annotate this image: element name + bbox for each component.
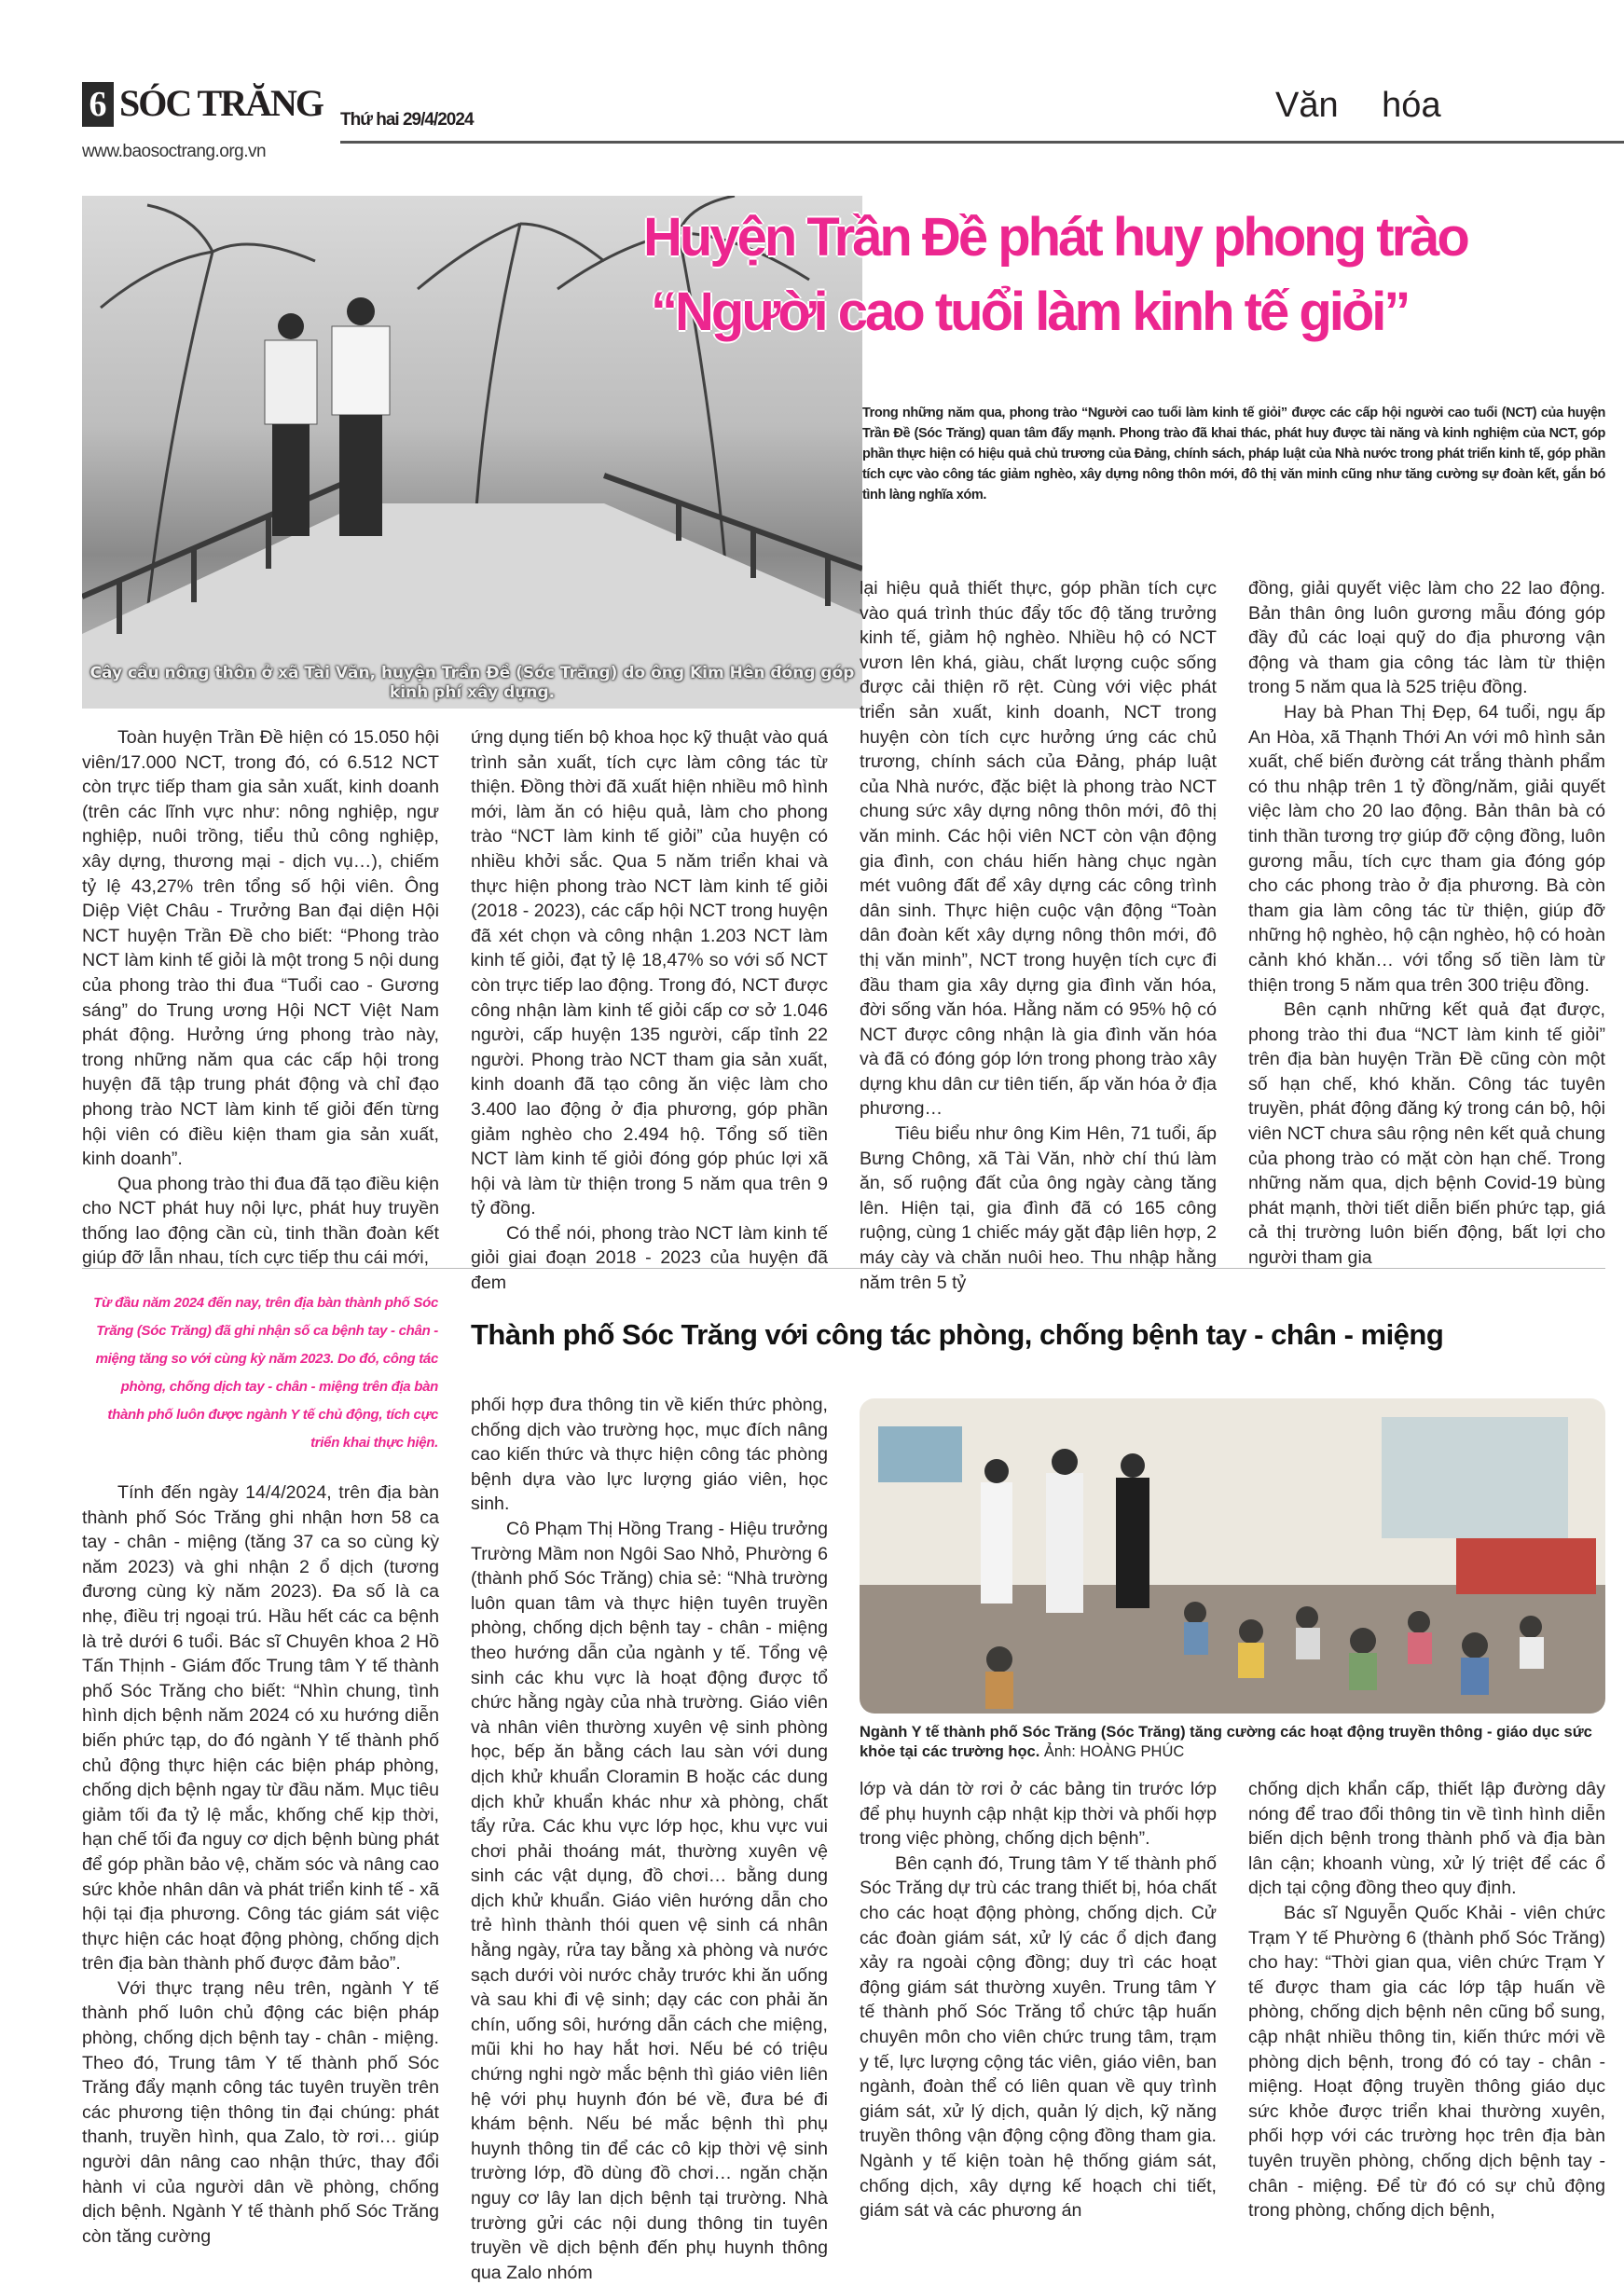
- classroom-photo-illustration: [860, 1398, 1605, 1714]
- article1-headline: [643, 200, 1613, 350]
- article1-column-4: [1248, 576, 1605, 1271]
- paragraph: Tiêu biểu như ông Kim Hên, 71 tuổi, ấp Bưng Chông, xã Tài Văn, nhờ chí thú làm ăn, số ruộng đất của ông ngày càng tăng lên. Hiện tại, gia đình đã có 165 công ruộng, cùng 1 chiếc máy gặt đập liên hợp, 2 máy cày và chăn nuôi heo. Thu nhập hằng năm trên 5 tỷ: [860, 1123, 1217, 1293]
- article2-column-1: [82, 1480, 439, 2249]
- paragraph: đồng, giải quyết việc làm cho 22 lao động. Bản thân ông luôn gương mẫu đóng góp đầy đủ các loại quỹ do địa phương vận động và tham gia công tác làm từ thiện trong 5 năm qua là 525 triệu đồng.: [1248, 578, 1605, 698]
- section-title: Văn hóa: [1275, 86, 1441, 125]
- article1-sapo: Trong những năm qua, phong trào “Người cao tuổi làm kinh tế giỏi” được các cấp hội người cao tuổi (NCT) của huyện Trần Đề (Sóc Trăng) quan tâm đẩy mạnh. Phong trào đã khai thác, phát huy được tài năng và kinh nghiệm của NCT, góp phần thực hiện có hiệu quả chủ trương của Đảng, chính sách, pháp luật của Nhà nước trong phát triển kinh tế, góp phần tích cực vào công tác giảm nghèo, xây dựng nông thôn mới, đô thị văn minh cũng như tăng cường sự đoàn kết, gắn bó tình làng nghĩa xóm.: [862, 406, 1605, 502]
- article2-column-4: [1248, 1777, 1605, 2223]
- issue-date: Thứ hai 29/4/2024: [340, 110, 474, 130]
- bridge-photo-caption: Cây cầu nông thôn ở xã Tài Văn, huyện Trần Đề (Sóc Trăng) do ông Kim Hên đóng góp kinh phí xây dựng.: [89, 664, 855, 702]
- paragraph: Với thực trạng nêu trên, ngành Y tế thành phố luôn chủ động các biện pháp phòng, chống dịch bệnh tay - chân - miệng. Theo đó, Trung tâm Y tế thành phố Sóc Trăng đẩy mạnh công tác tuyên truyền trên các phương tiện thông tin đại chúng: phát thanh, truyền hình, qua Zalo, tờ rơi… giúp người dân nâng cao nhận thức, thay đổi hành vi của người dân về phòng, chống dịch bệnh. Ngành Y tế thành phố Sóc Trăng còn tăng cường: [82, 1977, 439, 2247]
- article-divider: [82, 1268, 1605, 1269]
- article1-headline-line1: Huyện Trần Đề phát huy phong trào: [643, 207, 1467, 268]
- masthead-logo: SÓC TRĂNG: [119, 82, 323, 124]
- paragraph: phối hợp đưa thông tin về kiến thức phòng, chống dịch vào trường học, mục đích nâng cao kiến thức và thực hiện công tác phòng bệnh dựa vào lực lượng giáo viên, học sinh.: [471, 1395, 828, 1515]
- paragraph: Có thể nói, phong trào NCT làm kinh tế giỏi giai đoạn 2018 - 2023 của huyện đã đem: [471, 1222, 828, 1294]
- paragraph: lớp và dán tờ rơi ở các bảng tin trước lớp để phụ huynh cập nhật kịp thời và phối hợp trong việc phòng, chống dịch bệnh”.: [860, 1779, 1217, 1850]
- header-rule: [340, 141, 1624, 144]
- photo-credit: Ảnh: HOÀNG PHÚC: [1043, 1743, 1185, 1760]
- paragraph: ứng dụng tiến bộ khoa học kỹ thuật vào quá trình sản xuất, tích cực làm công tác từ thiện. Đồng thời đã xuất hiện nhiều mô hình mới, làm ăn có hiệu quả, làm cho phong trào “NCT làm kinh tế giỏi” của huyện có nhiều khởi sắc. Qua 5 năm triển khai và thực hiện phong trào NCT làm kinh tế giỏi (2018 - 2023), các cấp hội NCT trong huyện đã xét chọn và công nhận 1.203 NCT làm kinh tế giỏi, đạt tỷ lệ 18,47% so với số NCT còn trực tiếp lao động. Trong đó, NCT được công nhận làm kinh tế giỏi cấp cơ sở 1.046 người, cấp huyện 135 người, cấp tỉnh 22 người. Phong trào NCT tham gia sản xuất, kinh doanh đã tạo công ăn việc làm cho 3.400 lao động ở địa phương, góp phần giảm nghèo cho 2.494 hộ. Tổng số tiền NCT làm kinh tế giỏi đóng góp phúc lợi xã hội và làm từ thiện trong 5 năm qua trên 9 tỷ đồng.: [471, 727, 828, 1219]
- article1-column-1: [82, 725, 439, 1271]
- article1-column-2: [471, 725, 828, 1296]
- page-number: 6: [82, 82, 114, 127]
- paragraph: Bên cạnh những kết quả đạt được, phong trào thi đua “NCT làm kinh tế giỏi” trên địa bàn huyện Trần Đề cũng còn một số hạn chế, khó khăn. Công tác tuyên truyền, phát động đăng ký trong cán bộ, hội viên NCT chưa sâu rộng nên kết quả chung của phong trào có mặt còn hạn chế. Trong những năm qua, dịch bệnh Covid-19 bùng phát mạnh, thời tiết diễn biến phức tạp, giá cả thị trường luôn biến động, bất lợi cho người tham gia: [1248, 999, 1605, 1269]
- paragraph: Bên cạnh đó, Trung tâm Y tế thành phố Sóc Trăng dự trù các trang thiết bị, hóa chất cho các hoạt động phòng, chống dịch. Cử các đoàn giám sát, xử lý các ổ dịch đang xảy ra ngoài cộng đồng; duy trì các hoạt động giám sát thường xuyên. Trung tâm Y tế thành phố Sóc Trăng tổ chức tập huấn chuyên môn cho viên chức trung tâm, trạm y tế, lực lượng cộng tác viên, giáo viên, ban ngành, đoàn thể có liên quan về quy trình giám sát, xử lý dịch, quản lý dịch, kỹ năng truyền thông vận động cộng đồng tham gia. Ngành y tế kiện toàn hệ thống giám sát, chống dịch, xây dựng kế hoạch chi tiết, giám sát và các phương án: [860, 1852, 1217, 2222]
- two-elderly-men: [265, 297, 390, 536]
- paragraph: Qua phong trào thi đua đã tạo điều kiện cho NCT phát huy nội lực, phát huy truyền thống lao động cần cù, tinh thần đoàn kết giúp đỡ lẫn nhau, tích cực tiếp thu cái mới,: [82, 1173, 439, 1269]
- article1-headline-line2: “Người cao tuổi làm kinh tế giỏi”: [651, 282, 1409, 342]
- article2-lead: Từ đầu năm 2024 đến nay, trên địa bàn thành phố Sóc Trăng (Sóc Trăng) đã ghi nhận số ca bệnh tay - chân - miệng tăng so với cùng kỳ năm 2023. Do đó, công tác phòng, chống dịch tay - chân - miệng trên địa bàn thành phố luôn được ngành Y tế chủ động, tích cực triển khai thực hiện.: [93, 1295, 438, 1451]
- classroom-photo: [860, 1398, 1605, 1714]
- article2-headline: Thành phố Sóc Trăng với công tác phòng, chống bệnh tay - chân - miệng: [471, 1318, 1444, 1351]
- caption-text: Ngành Y tế thành phố Sóc Trăng (Sóc Trăng) tăng cường các hoạt động truyền thông - giáo dục sức khỏe tại các trường học.: [860, 1724, 1592, 1760]
- article2-column-2: [471, 1393, 828, 2285]
- classroom-photo-caption: [860, 1723, 1605, 1762]
- article2-column-3: [860, 1777, 1217, 2223]
- teachers: [981, 1449, 1149, 1613]
- paragraph: lại hiệu quả thiết thực, góp phần tích cực vào quá trình thúc đẩy tốc độ tăng trưởng kinh tế, giảm hộ nghèo. Nhiều hộ có NCT vươn lên khá, giàu, chất lượng cuộc sống được cải thiện rõ rệt. Cùng với việc phát triển sản xuất, kinh doanh, NCT trong huyện còn tích cực hưởng ứng các chủ trương, chính sách của Đảng, pháp luật của Nhà nước, đặc biệt là phong trào NCT chung sức xây dựng nông thôn mới, đô thị văn minh. Các hội viên NCT còn vận động gia đình, con cháu hiến hàng chục ngàn mét vuông đất để xây dựng các công trình dân sinh. Thực hiện cuộc vận động “Toàn dân đoàn kết xây dựng nông thôn mới, đô thị văn minh”, NCT trong huyện tích cực đi đầu tham gia xây dựng gia đình văn hóa, đời sống văn hóa. Hằng năm có 95% hộ có NCT được công nhận là gia đình văn hóa và đã có đóng góp lớn trong phong trào xây dựng khu dân cư tiên tiến, ấp văn hóa ở địa phương…: [860, 578, 1217, 1120]
- paragraph: chống dịch khẩn cấp, thiết lập đường dây nóng để trao đổi thông tin về tình hình diễn biến dịch bệnh trong thành phố và địa bàn lân cận; khoanh vùng, xử lý triệt để các ổ dịch tại cộng đồng theo quy định.: [1248, 1779, 1605, 1899]
- article1-column-3: [860, 576, 1217, 1295]
- paragraph: Toàn huyện Trần Đề hiện có 15.050 hội viên/17.000 NCT, trong đó, có 6.512 NCT còn trực tiếp tham gia sản xuất, kinh doanh (trên các lĩnh vực như: nông nghiệp, ngư nghiệp, nuôi trồng, tiểu thủ công nghiệp, xây dựng, thương mại - dịch vụ…), chiếm tỷ lệ 43,27% trên tổng số hội viên. Ông Diệp Việt Châu - Trưởng Ban đại diện Hội NCT huyện Trần Đề cho biết: “Phong trào NCT làm kinh tế giỏi là một trong 5 nội dung của phong trào thi đua “Tuổi cao - Gương sáng” do Trung ương Hội NCT Việt Nam phát động. Hưởng ứng phong trào này, trong những năm qua các cấp hội trong huyện đã tập trung phát động và chỉ đạo phong trào NCT làm kinh tế giỏi đến từng hội viên có điều kiện tham gia sản xuất, kinh doanh”.: [82, 727, 439, 1170]
- paragraph: Bác sĩ Nguyễn Quốc Khải - viên chức Trạm Y tế Phường 6 (thành phố Sóc Trăng) cho hay: “Thời gian qua, viên chức Trạm Y tế được tham gia các lớp tập huấn về phòng, chống dịch bệnh nên cũng bổ sung, cập nhật nhiều thông tin, kiến thức mới về phòng dịch bệnh, trong đó có tay - chân - miệng. Hoạt động truyền thông giáo dục sức khỏe được triển khai thường xuyên, phối hợp với các trường học trên địa bàn tuyên truyền phòng, chống dịch bệnh tay - chân - miệng. Để từ đó có sự chủ động trong phòng, chống dịch bệnh,: [1248, 1902, 1605, 2222]
- paragraph: Cô Phạm Thị Hồng Trang - Hiệu trưởng Trường Mầm non Ngôi Sao Nhỏ, Phường 6 (thành phố Sóc Trăng) chia sẻ: “Nhà trường luôn quan tâm và thực hiện tuyên truyền phòng, chống dịch bệnh tay - chân - miệng theo hướng dẫn của ngành y tế. Tổng vệ sinh các khu vực là hoạt động được tổ chức hằng ngày của nhà trường. Giáo viên và nhân viên thường xuyên vệ sinh phòng học, bếp ăn bằng cách lau sàn với dung dịch khử khuẩn Cloramin B hoặc các dung dịch khử khuẩn khác như xà phòng, chất tẩy rửa. Các khu vực lớp học, khu vực vui chơi phải thoáng mát, thường xuyên vệ sinh các vật dụng, đồ chơi… bằng dung dịch khử khuẩn. Giáo viên hướng dẫn cho trẻ hình thành thói quen vệ sinh cá nhân hằng ngày, rửa tay bằng xà phòng và nước sạch dưới vòi nước chảy trước khi ăn uống và sau khi đi vệ sinh; dạy các con phải ăn chín, uống sôi, hướng dẫn cách che miệng, mũi khi ho hay hắt hơi. Nếu bé có triệu chứng nghi ngờ mắc bệnh thì giáo viên liên hệ với phụ huynh đón bé về, đưa bé đi khám bệnh. Nếu bé mắc bệnh thì phụ huynh thông tin để các cô kịp thời vệ sinh trường lớp, đồ dùng đồ chơi… ngăn chặn nguy cơ lây lan dịch bệnh tại trường. Nhà trường gửi các nội dung thông tin tuyên truyền về dịch bệnh đến phụ huynh thông qua Zalo nhóm: [471, 1518, 828, 2283]
- website-url[interactable]: www.baosoctrang.org.vn: [82, 142, 267, 161]
- paragraph: Tính đến ngày 14/4/2024, trên địa bàn thành phố Sóc Trăng ghi nhận hơn 58 ca tay - chân - miệng (tăng 37 ca so cùng kỳ năm 2023) và ghi nhận 2 ổ dịch (tương đương cùng kỳ năm 2023). Đa số là ca nhẹ, điều trị ngoại trú. Hầu hết các ca bệnh là trẻ dưới 6 tuổi. Bác sĩ Chuyên khoa 2 Hồ Tấn Thịnh - Giám đốc Trung tâm Y tế thành phố Sóc Trăng cho biết: “Nhìn chung, tình hình dịch bệnh năm 2024 có xu hướng diễn biến phức tạp, do đó ngành Y tế thành phố chủ động thực hiện các biện pháp phòng, chống dịch bệnh ngay từ đầu năm. Mục tiêu giảm tối đa tỷ lệ mắc, khống chế kịp thời, hạn chế tối đa nguy cơ dịch bệnh bùng phát để góp phần bảo vệ, chăm sóc và nâng cao sức khỏe nhân dân và phát triển kinh tế - xã hội tại địa phương. Công tác giám sát việc thực hiện các hoạt động phòng, chống dịch trên địa bàn thành phố được đảm bảo”.: [82, 1482, 439, 1975]
- paragraph: Hay bà Phan Thị Đẹp, 64 tuổi, ngụ ấp An Hòa, xã Thạnh Thới An với mô hình sản xuất, chế biến đường cát trắng thành phẩm có thu nhập trên 1 tỷ đồng/năm, giải quyết việc làm cho 20 lao động. Bản thân bà có tinh thần tương trợ giúp đỡ cộng đồng, luôn gương mẫu, tích cực tham gia đóng góp cho các phong trào ở địa phương. Bà còn tham gia làm công tác từ thiện, giúp đỡ những hộ nghèo, hộ cận nghèo, hộ có hoàn cảnh khó khăn… với tổng số tiền làm từ thiện trong 5 năm qua trên 300 triệu đồng.: [1248, 701, 1605, 996]
